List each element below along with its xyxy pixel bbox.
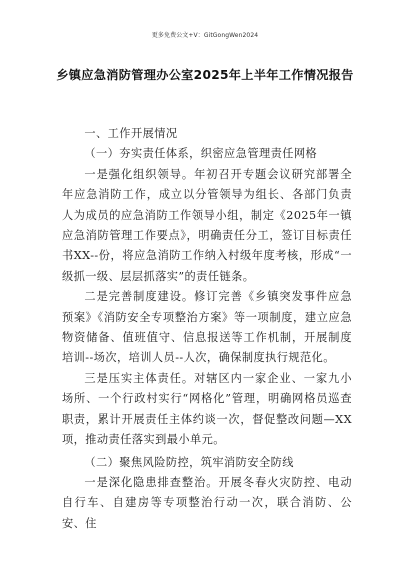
section-heading: 一、工作开展情况 (84, 127, 178, 140)
body-paragraph: 一是强化组织领导。年初召开专题会议研究部署全年应急消防工作，成立以分管领导为组长、各部门负责人为成员的应急消防工作领导小组，制定《2025年一镇应急消防管理工作要点》，明确责任分工，签订目标责任书XX--份，将应急消防工作纳入村级年度考核，形成“一级抓一级、层层抓落实”的责任链条。 (62, 167, 352, 283)
subsection-heading: （二）聚焦风险防控，筑牢消防安全防线 (84, 455, 294, 469)
document-title: 乡镇应急消防管理办公室2025年上半年工作情况报告 (56, 68, 354, 82)
body-paragraph: 三是压实主体责任。对辖区内一家企业、一家九小场所、一个行政村实行“网格化”管理，明确网格员巡查职责，累计开展责任主体约谈一次，督促整改问题—XX项，推动责任落实到最小单元。 (62, 371, 352, 447)
subsection-heading: （一）夯实责任体系，织密应急管理责任网格 (84, 147, 318, 161)
header-note: 更多免费公文+V：GitGongWen2024 (151, 32, 259, 39)
body-paragraph: 一是深化隐患排查整治。开展冬春火灾防控、电动自行车、自建房等专项整治行动一次，联合消防、公安、住 (62, 475, 352, 530)
body-paragraph: 二是完善制度建设。修订完善《乡镇突发事件应急预案》《消防安全专项整治方案》等一项制度，建立应急物资储备、值班值守、信息报送等工作机制，开展制度培训--场次，培训人员--人次，确保制度执行规范化。 (62, 290, 352, 365)
document-body (62, 124, 352, 534)
